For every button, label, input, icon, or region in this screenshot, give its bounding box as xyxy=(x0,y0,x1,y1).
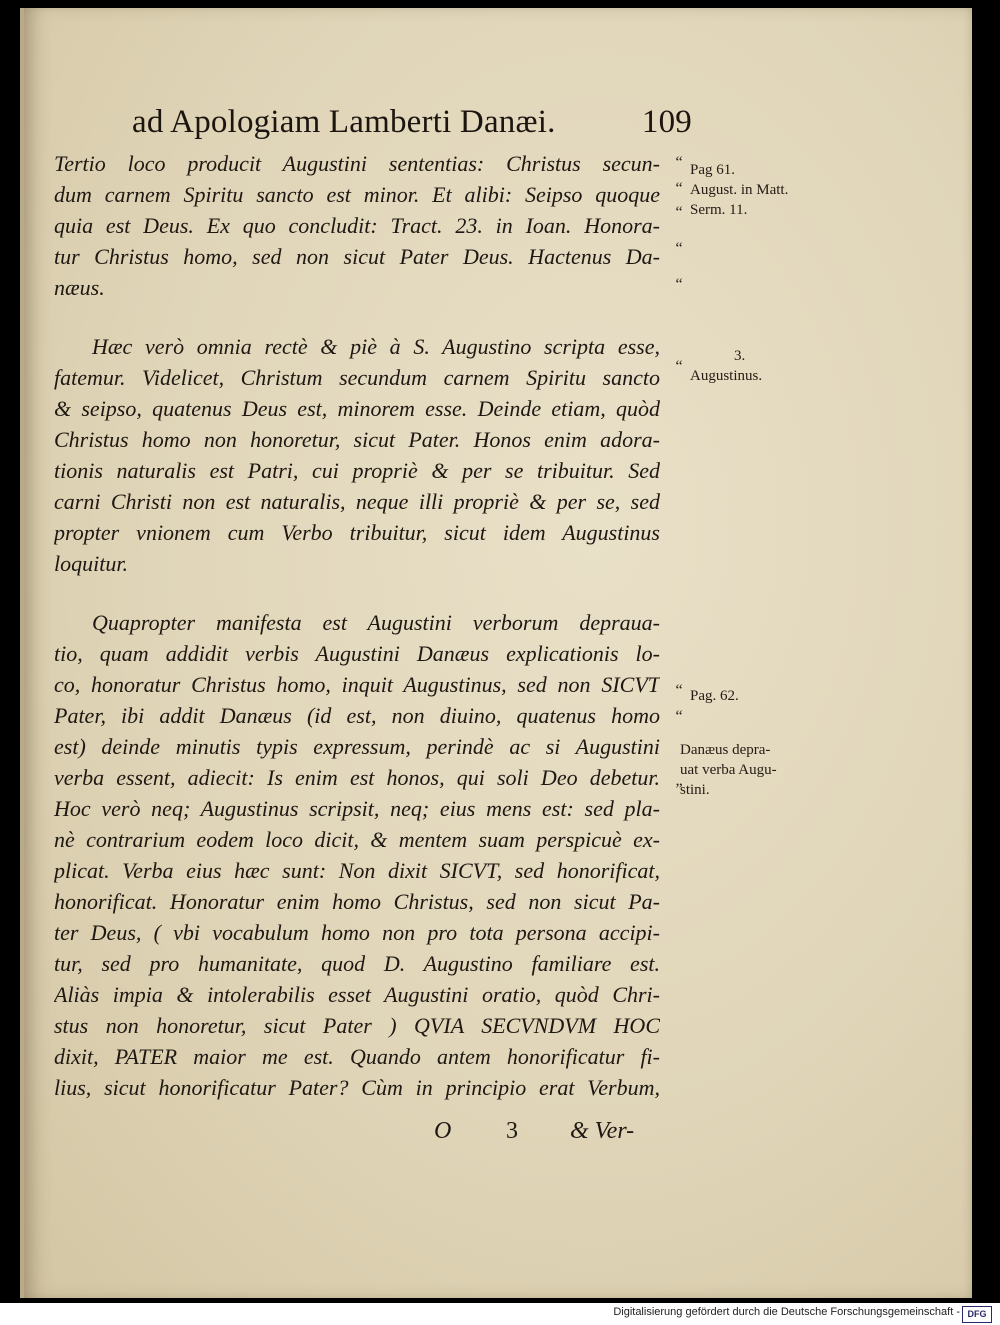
quote-mark: “ xyxy=(675,180,683,197)
quote-mark: “ xyxy=(675,204,683,221)
text-line: næus. xyxy=(54,275,105,300)
funding-footer xyxy=(0,1303,1000,1325)
marginal-note-pag-62: Pag. 62. xyxy=(690,688,739,704)
quote-mark: “ xyxy=(675,358,683,375)
running-header xyxy=(132,104,692,141)
catchword: & Ver- xyxy=(570,1118,635,1144)
running-title: ad Apologiam Lamberti Danæi. xyxy=(132,104,556,140)
funding-credit: Digitalisierung gefördert durch die Deutsche Forschungsgemeinschaft - xyxy=(613,1306,960,1318)
text-line: Hæc verò omnia rectè & piè à S. Augustino scripta esse, xyxy=(92,334,660,359)
text-line: Aliàs impia & intolerabilis esset Augustini oratio, quòd Chri- xyxy=(54,982,660,1007)
quote-mark: “ xyxy=(675,708,683,725)
quote-mark: “ xyxy=(675,682,683,699)
dfg-logo: DFG xyxy=(962,1306,992,1323)
text-line: est) deinde minutis typis expressum, perindè ac si Augustini xyxy=(54,734,660,759)
text-line: Quapropter manifesta est Augustini verborum deprauа- xyxy=(92,610,660,635)
marginal-note-pag-61: Pag 61. August. in Matt. Serm. 11. xyxy=(690,162,789,218)
text-line: Christus homo non honoretur, sicut Pater. Honos enim adora- xyxy=(54,427,660,452)
text-line: dum carnem Spiritu sancto est minor. Et alibi: Seipso quoque xyxy=(54,182,660,207)
text-line: tur, sed pro humanitate, quod D. Augustino familiare est. xyxy=(54,951,660,976)
text-line: stus non honoretur, sicut Pater ) QVIA SECVNDVM HOC xyxy=(54,1013,660,1038)
quote-mark: “ xyxy=(675,154,683,171)
text-line: tio, quam addidit verbis Augustini Danæus explicationis lo- xyxy=(54,641,660,666)
marginal-note-augustinus: 3. Augustinus. xyxy=(690,348,763,384)
page-number: 109 xyxy=(641,104,692,140)
paragraph-gap xyxy=(54,303,660,331)
text-line: plicat. Verba eius hæc sunt: Non dixit SICVT, sed honorificat, xyxy=(54,858,660,883)
quote-mark: “ xyxy=(675,276,683,293)
text-line: dixit, PATER maior me est. Quando antem honorificatur fi- xyxy=(54,1044,660,1069)
text-line: tur Christus homo, sed non sicut Pater Deus. Hactenus Da- xyxy=(54,244,660,269)
book-page xyxy=(20,8,972,1298)
text-line: ter Deus, ( vbi vocabulum homo non pro tota persona accipi- xyxy=(54,920,660,945)
text-line: Hoc verò neq; Augustinus scripsit, neq; eius mens est: sed pla- xyxy=(54,796,660,821)
text-line: quia est Deus. Ex quo concludit: Tract. 23. in Ioan. Honora- xyxy=(54,213,660,238)
text-line: & seipso, quatenus Deus est, minorem esse. Deinde etiam, quòd xyxy=(54,396,660,421)
text-line: verba essent, adiecit: Is enim est honos, qui soli Deo debetur. xyxy=(54,765,660,790)
text-line: loquitur. xyxy=(54,551,128,576)
signature-mark: O xyxy=(434,1118,452,1144)
body-text xyxy=(54,148,660,1103)
text-line: Tertio loco producit Augustini sententias: Christus secun- xyxy=(54,151,660,176)
quote-mark: “ xyxy=(675,240,683,257)
text-line: nè contrarium eodem loco dicit, & mentem suam perspicuè ex- xyxy=(54,827,660,852)
text-line: honorificat. Honoratur enim homo Christus, sed non sicut Pa- xyxy=(54,889,660,914)
text-line: co, honoratur Christus homo, inquit Augustinus, sed non SICVT xyxy=(54,672,660,697)
paragraph-gap xyxy=(54,579,660,607)
text-line: tionis naturalis est Patri, cui propriè & per se tribuitur. Sed xyxy=(54,458,660,483)
text-line: fatemur. Videlicet, Christum secundum carnem Spiritu sancto xyxy=(54,365,660,390)
quote-mark: „ xyxy=(675,772,683,789)
marginal-note-danaeus: Danæus depra- uat verba Augu- stini. xyxy=(680,742,777,798)
text-line: Pater, ibi addit Danæus (id est, non diuino, quatenus homo xyxy=(54,703,660,728)
text-line: lius, sicut honorificatur Pater? Cùm in principio erat Verbum, xyxy=(54,1075,660,1100)
text-line: carni Christi non est naturalis, neque illi propriè & per se, sed xyxy=(54,489,660,514)
text-line: propter vnionem cum Verbo tribuitur, sicut idem Augustinus xyxy=(54,520,660,545)
signature-number: 3 xyxy=(506,1118,518,1144)
